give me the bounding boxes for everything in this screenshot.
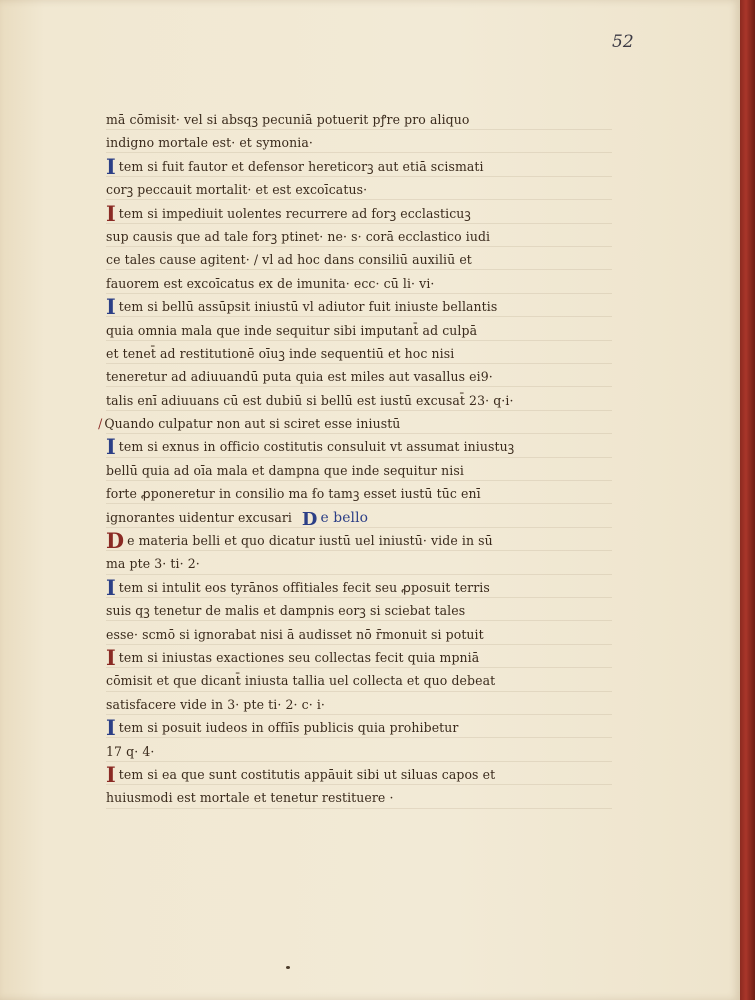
line-text: quia omnia mala que inde sequitur sibi imputant̄ ad culpā: [106, 322, 478, 338]
text-line: [106, 623, 621, 646]
text-line: [106, 482, 621, 505]
red-page-edge: [740, 0, 755, 1000]
text-line: [106, 740, 621, 763]
line-text: esse· scmō si ignorabat nisi ā audisset nō r̄monuit si potuit: [106, 626, 484, 642]
line-text: tem si iniustas exactiones seu collectas fecit quia mpniā: [118, 649, 480, 665]
text-line: [106, 225, 621, 248]
text-line: [106, 272, 621, 295]
text-line: [98, 412, 621, 435]
line-text: tem si fuit fautor et defensor hereticorꝫ aut etiā scismati: [118, 158, 484, 174]
rubric-heading: [301, 508, 369, 530]
text-line: [106, 131, 621, 154]
line-text: tem si posuit iudeos in offiīs publicis quia prohibetur: [118, 720, 459, 736]
text-line: [106, 108, 621, 131]
line-text: ignorantes uidentur excusari: [106, 509, 293, 525]
line-text: suis qꝫ tenetur de malis et dampnis eorꝫ si sciebat tales: [106, 603, 466, 619]
line-text: talis enī adiuuans cū est dubiū si bellū est iustū excusat̄ 23· q·i·: [106, 392, 514, 408]
text-line: [106, 576, 621, 599]
text-line: [106, 155, 621, 178]
rubric-initial: D: [301, 508, 318, 530]
text-line: [106, 529, 621, 552]
text-line: [106, 763, 621, 786]
line-text: bellū quia ad oīa mala et dampna que inde sequitur nisi: [106, 462, 464, 478]
decorated-initial: I: [106, 761, 116, 787]
decorated-initial: I: [106, 574, 116, 600]
text-line: [106, 786, 621, 809]
line-text: huiusmodi est mortale et tenetur restituere ·: [106, 790, 394, 806]
line-text: fauorem est excoīcatus ex de imunita· ecc· cū li· vi·: [106, 275, 435, 291]
rubric-text: e bello: [320, 509, 369, 526]
line-text: e materia belli et quo dicatur iustū uel iniustū· vide in sū: [127, 533, 493, 549]
decorated-initial: I: [106, 294, 116, 320]
text-line: [106, 248, 621, 271]
text-line: [106, 295, 621, 318]
text-line: [106, 552, 621, 575]
text-line: [106, 202, 621, 225]
line-text: teneretur ad adiuuandū puta quia est miles aut vasallus ei9·: [106, 369, 493, 385]
folio-number: 52: [612, 32, 634, 52]
line-text: Quando culpatur non aut si sciret esse iniustū: [104, 416, 401, 432]
margin-marker: /: [98, 416, 103, 432]
text-line: [106, 319, 621, 342]
line-text: sup causis que ad tale forꝫ ptinet· ne· s· corā ecclastico iudi: [106, 228, 491, 244]
text-block: [98, 108, 626, 810]
text-line: [106, 178, 621, 201]
text-line: [106, 435, 621, 458]
text-line: [106, 599, 621, 622]
line-text: indigno mortale est· et symonia·: [106, 135, 313, 151]
line-text: ma pte 3· ti· 2·: [106, 556, 200, 572]
decorated-initial: D: [106, 528, 125, 554]
line-text: corꝫ peccauit mortalit· et est excoīcatus·: [106, 182, 368, 198]
text-line: [106, 459, 621, 482]
decorated-initial: I: [106, 153, 116, 179]
line-text: tem si bellū assūpsit iniustū vl adiutor fuit iniuste bellantis: [118, 299, 498, 315]
line-text: 17 q· 4·: [106, 743, 155, 759]
line-text: cōmisit et que dicant̄ iniusta tallia uel collecta et quo debeat: [106, 673, 496, 689]
line-text: tem si impediuit uolentes recurrere ad forꝫ ecclasticuꝫ: [118, 205, 471, 221]
text-line: [106, 506, 621, 529]
decorated-initial: I: [106, 200, 116, 226]
text-line: [106, 389, 621, 412]
line-text: forte ꝓponeretur in consilio ma ẜo tamꝫ esset iustū tūc enī: [106, 486, 481, 502]
line-text: et tenet̄ ad restitutionē oīuꝫ inde sequentiū et hoc nisi: [106, 345, 455, 361]
decorated-initial: I: [106, 434, 116, 460]
ink-spot: [286, 966, 290, 969]
line-text: tem si ea que sunt costitutis appāuit sibi ut siluas capos et: [118, 766, 496, 782]
line-text: satisfacere vide in 3· pte ti· 2· c· i·: [106, 696, 325, 712]
text-line: [106, 693, 621, 716]
text-line: [106, 646, 621, 669]
line-text: mā cōmisit· vel si absqꝫ pecuniā potuerit pꝭre pro aliquo: [106, 112, 470, 127]
line-text: tem si exnus in officio costitutis consuluit vt assumat iniustuꝫ: [118, 439, 515, 455]
text-line: [106, 669, 621, 692]
line-text: tem si intulit eos tyrānos offitiales fecit seu ꝓposuit terris: [118, 579, 490, 595]
text-line: [106, 342, 621, 365]
line-text: ce tales cause agitent· / vl ad hoc dans consiliū auxiliū et: [106, 252, 472, 268]
decorated-initial: I: [106, 644, 116, 670]
text-line: [106, 716, 621, 739]
text-line: [106, 365, 621, 388]
decorated-initial: I: [106, 715, 116, 741]
